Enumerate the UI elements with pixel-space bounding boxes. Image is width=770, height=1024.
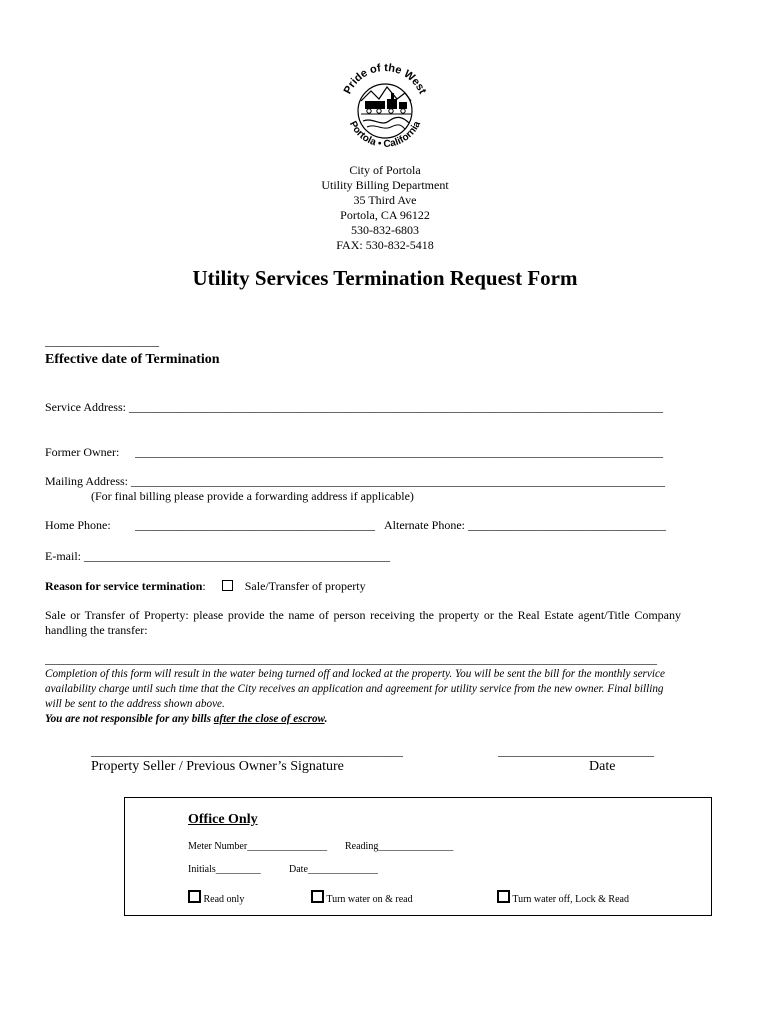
service-address-field[interactable]: Service Address: _________________________________________________________________________________________	[45, 400, 663, 414]
sale-transfer-instructions: Sale or Transfer of Property: please provide the name of person receiving the property or the Real Estate agent/Title Company handling the transfer:	[45, 608, 681, 637]
signature-date-label: Date	[589, 759, 616, 774]
termination-notice-text: Completion of this form will result in the water being turned off and locked at the property. You will be sent the bill for the monthly service availability charge until such time that the City receives an application and agreement for utility service from the new owner. Final billing will be sent to the address shown above.	[45, 668, 665, 710]
effective-date-label: Effective date of Termination	[45, 352, 220, 367]
mailing-address-note: (For final billing please provide a forwarding address if applicable)	[91, 489, 414, 503]
seller-signature-field[interactable]: ____________________________________________________	[91, 744, 403, 758]
option-turn-off	[497, 890, 629, 905]
header-fax: FAX: 530-832-5418	[336, 238, 434, 252]
mailing-address-field[interactable]: Mailing Address: _________________________________________________________________________________________	[45, 474, 665, 488]
read-only-label: Read only	[203, 894, 245, 905]
escrow-notice-suffix: .	[324, 713, 328, 725]
former-owner-label: Former Owner:	[45, 445, 120, 459]
option-read-only	[188, 890, 244, 905]
former-owner-field[interactable]: ________________________________________________________________________________________	[135, 445, 663, 459]
turn-water-off-label: Turn water off, Lock & Read	[512, 894, 629, 905]
svg-text:Pride of the West: Pride of the West	[341, 61, 429, 96]
escrow-notice-prefix: You are not responsible for any bills	[45, 713, 214, 725]
office-only-title: Office Only	[188, 812, 258, 827]
effective-date-blank[interactable]: ___________________	[45, 334, 159, 348]
city-seal-logo	[333, 55, 437, 159]
termination-notice	[45, 667, 681, 727]
header-city: City of Portola	[349, 163, 421, 177]
sale-transfer-option-label: Sale/Transfer of property	[244, 579, 366, 593]
escrow-notice-underlined: after the close of escrow	[213, 713, 325, 725]
alternate-phone-field[interactable]: Alternate Phone: _________________________________	[384, 518, 666, 532]
meter-number-field[interactable]: Meter Number________________	[188, 841, 328, 852]
svg-text:Portola • California: Portola • California	[346, 119, 424, 150]
home-phone-label: Home Phone:	[45, 518, 111, 532]
reading-field[interactable]: Reading_______________	[345, 841, 454, 852]
reason-colon: :	[202, 579, 206, 593]
turn-water-off-checkbox[interactable]	[497, 890, 510, 903]
office-only-box	[124, 797, 712, 916]
turn-water-on-label: Turn water on & read	[326, 894, 413, 905]
address-block	[285, 163, 485, 253]
header-street: 35 Third Ave	[353, 193, 417, 207]
seller-signature-label: Property Seller / Previous Owner’s Signature	[91, 759, 344, 774]
reason-row	[45, 579, 366, 594]
turn-water-on-checkbox[interactable]	[311, 890, 324, 903]
reason-label: Reason for service termination	[45, 579, 203, 593]
home-phone-field[interactable]: ________________________________________	[135, 518, 375, 532]
sale-transfer-checkbox[interactable]	[222, 580, 233, 591]
email-field[interactable]: E-mail: ___________________________________________________	[45, 549, 390, 563]
form-title: Utility Services Termination Request Form	[192, 266, 578, 290]
signature-date-field[interactable]: __________________________	[498, 744, 654, 758]
header-department: Utility Billing Department	[321, 178, 449, 192]
office-date-field[interactable]: Date______________	[289, 864, 378, 875]
transfer-recipient-field[interactable]: ______________________________________________________________________________________________________	[45, 652, 657, 666]
read-only-checkbox[interactable]	[188, 890, 201, 903]
header-city-state-zip: Portola, CA 96122	[340, 208, 430, 222]
initials-field[interactable]: Initials_________	[188, 864, 261, 875]
option-turn-on	[311, 890, 413, 905]
header-phone: 530-832-6803	[351, 223, 419, 237]
